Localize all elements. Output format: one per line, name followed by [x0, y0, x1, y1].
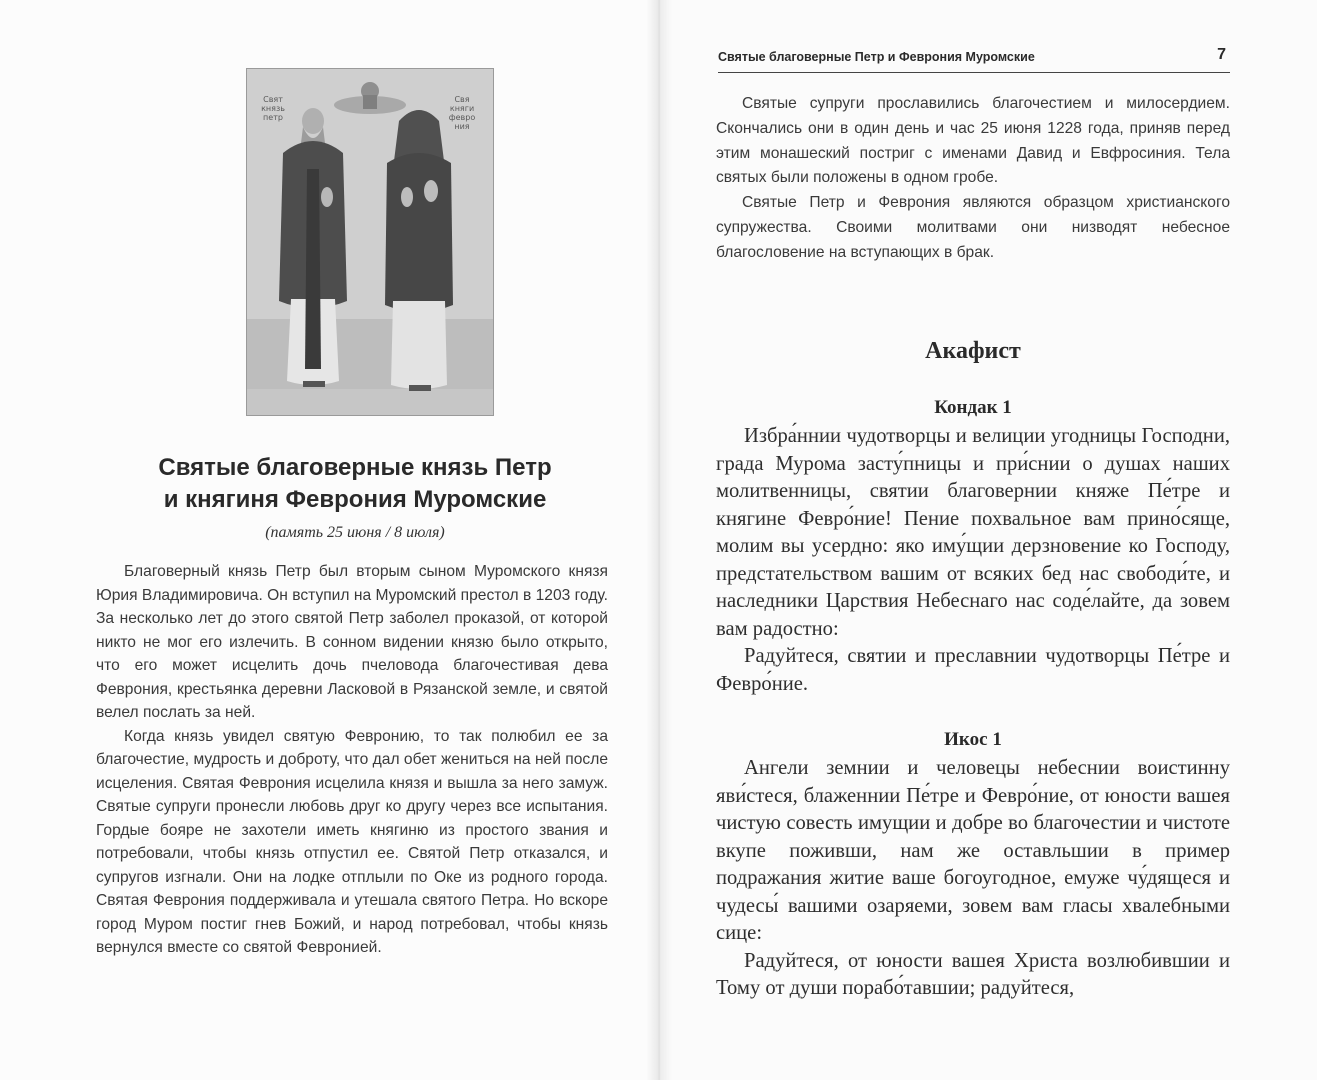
icon-caption-right: Свя княги февро ния	[448, 95, 476, 131]
saints-icon-image	[246, 68, 494, 416]
left-paragraph-1: Благоверный князь Петр был вторым сыном Муромского князя Юрия Владимировича. Он вступил на Муромский престол в 1203 году. За несколько лет до этого святой Петр заболел проказой, от которой никто не мог его излечить. В сонном видении князю было открыто, что его может исцелить дочь пчеловода благочестивая дева Феврония, крестьянка деревни Ласковой в Рязанской земле, и святой велел послать за ней.	[96, 563, 608, 721]
kondak-refrain: Радуйтеся, святии и преславнии чудотворцы Пе́тре и Февро́ние.	[716, 645, 1230, 695]
left-body-text	[96, 560, 608, 960]
kondak-heading: Кондак 1	[934, 397, 1012, 418]
page-number: 7	[1217, 46, 1226, 63]
akathist-title: Акафист	[925, 338, 1021, 364]
title-line-2: и княгиня Феврония Муромские	[163, 486, 547, 513]
right-intro-text	[716, 92, 1230, 266]
ikos-heading: Икос 1	[944, 729, 1002, 750]
ikos-text	[716, 755, 1230, 1003]
right-paragraph-1: Святые супруги прославились благочестием и милосердием. Скончались они в один день и час 25 июня 1228 года, приняв перед этим монашеский постриг с именами Давид и Евфросиния. Тела святых были положены в одном гробе.	[716, 95, 1230, 187]
kondak-body: Избра́ннии чудотворцы и велиции угодницы Господни, града Мурома засту́пницы и при́снии о душах наших молитвенницы, святии благовернии княже Пе́тре и княгине Февро́ние! Пение похвальное вам прино́сяще, молим вы усердно: яко иму́щии дерзновение ко Господу, предстательством вашим от всяких бед нас свободи́те, и наследники Царствия Небеснаго нас соде́лайте, да зовем вам радостно:	[716, 425, 1230, 640]
kondak-text	[716, 423, 1230, 698]
left-paragraph-2: Когда князь увидел святую Февронию, то так полюбил ее за благочестие, мудрость и доброту, что дал обет жениться на ней после исцеления. Святая Феврония исцелила князя и вышла за него замуж. Святые супруги пронесли любовь друг ко другу через все испытания. Гордые бояре не захотели иметь княгиню из простого звания и потребовали, чтобы князь отпустил ее. Святой Петр отказался, и супругов изгнали. Они на лодке отплыли по Оке из родного города. Святая Феврония поддерживала и утешала святого Петра. Но вскоре город Муром постиг гнев Божий, и народ потребовал, чтобы князь вернулся вместе со святой Февронией.	[96, 727, 608, 956]
page-title	[60, 452, 650, 516]
ikos-refrain: Радуйтеся, от юности вашея Христа возлюбившии и Тому от души порабо́тавшии; радуйтеся,	[716, 949, 1230, 999]
icon-caption-left: Свят князь петр	[261, 95, 285, 122]
memory-date: (память 25 июня / 8 июля)	[265, 524, 445, 541]
book-gutter-shadow	[646, 0, 672, 1080]
left-page	[0, 0, 658, 1080]
running-head-title: Святые благоверные Петр и Феврония Муромские	[718, 50, 1035, 64]
ikos-body: Ангели земнии и человецы небеснии воистинну яви́стеся, блаженнии Пе́тре и Февро́ние, от юности вашея чистую совесть имущии и добре во благочестии и чистоте вкупе поживши, нам же оставльшии в пример подражания житие ваше богоугодное, емуже чу́дящеся и чудесы́ вашими озаряеми, зовем вам гласы хвалебными сице:	[716, 757, 1230, 944]
right-paragraph-2: Святые Петр и Феврония являются образцом христианского супружества. Своими молитвами они низводят небесное благословение на вступающих в брак.	[716, 194, 1230, 261]
title-line-1: Святые благоверные князь Петр	[158, 454, 552, 481]
running-head	[718, 46, 1230, 73]
